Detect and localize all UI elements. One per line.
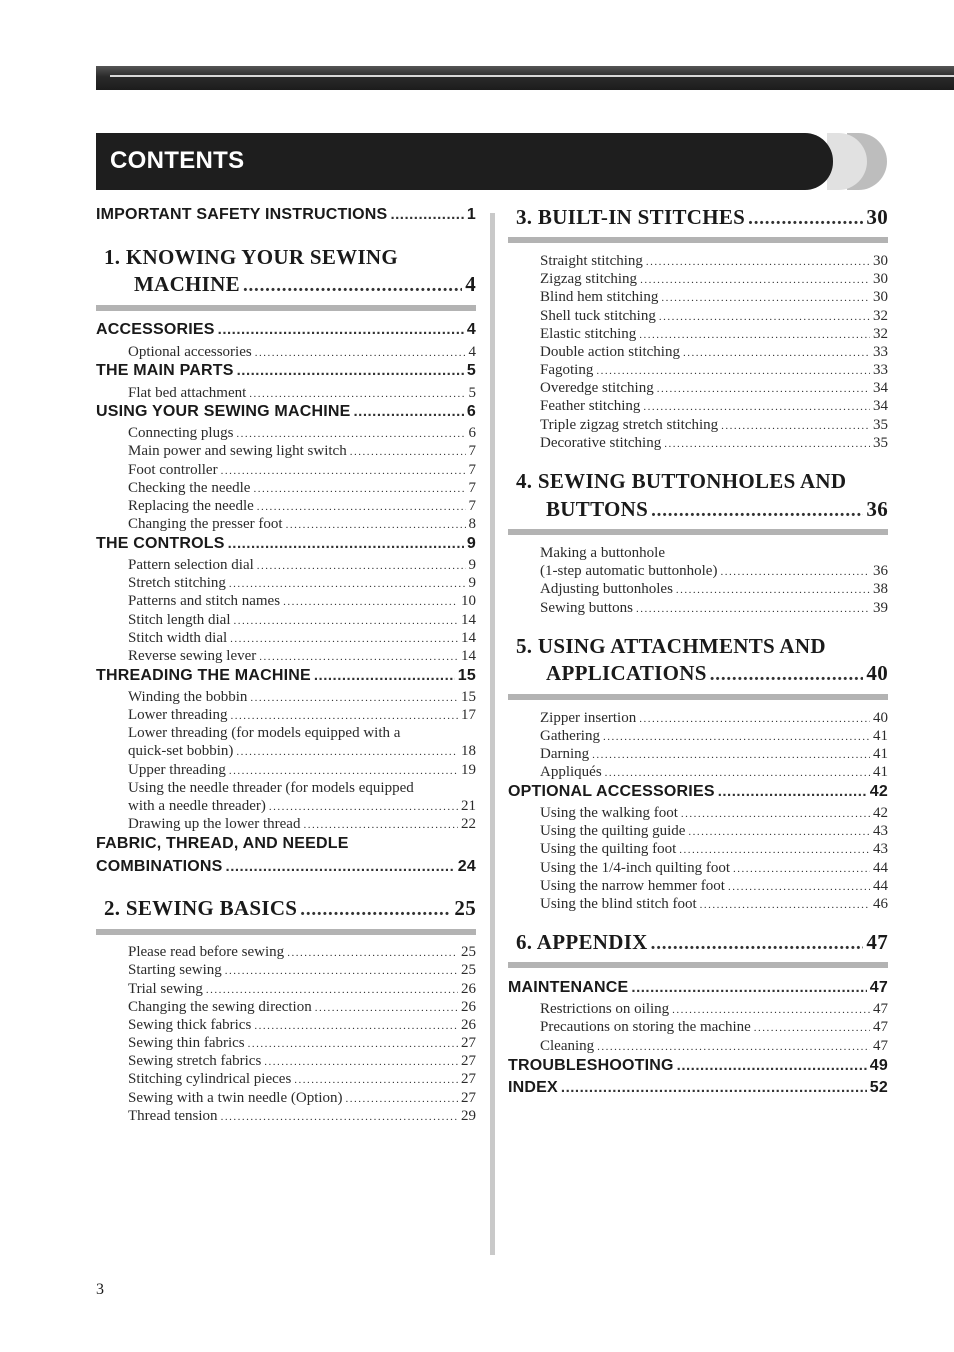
toc-entry-replacing-needle[interactable]: Replacing the needle ..... 7 — [128, 498, 476, 515]
toc-entry-feather[interactable]: Feather stitching ..... 34 — [540, 398, 888, 415]
toc-entry-lower-quickset[interactable]: quick-set bobbin) ..... 18 — [128, 743, 476, 760]
chapter-1-rule — [96, 305, 476, 311]
toc-entry-patterns-names[interactable]: Patterns and stitch names ..... 10 — [128, 593, 476, 610]
page-title: CONTENTS — [110, 147, 245, 174]
toc-entry-walking-foot[interactable]: Using the walking foot ..... 42 — [540, 805, 888, 822]
toc-entry-narrow-hemmer[interactable]: Using the narrow hemmer foot ..... 44 — [540, 878, 888, 895]
toc-entry-quilting-foot[interactable]: Using the quilting foot ..... 43 — [540, 841, 888, 858]
toc-entry-cylindrical[interactable]: Stitching cylindrical pieces ..... 27 — [128, 1071, 476, 1088]
toc-entry-flat-bed[interactable]: Flat bed attachment ..... 5 — [128, 385, 476, 402]
toc-entry-width-dial[interactable]: Stitch width dial ..... 14 — [128, 630, 476, 647]
contents-banner — [96, 133, 833, 190]
toc-entry-main-power[interactable]: Main power and sewing light switch ..... 7 — [128, 443, 476, 460]
toc-entry-optional-accessories[interactable]: Optional accessories ..... 4 — [128, 344, 476, 361]
chapter-2[interactable]: 2. SEWING BASICS ..... 25 — [104, 896, 476, 921]
toc-entry-making-buttonhole[interactable]: (1-step automatic buttonhole) ..... 36 — [540, 563, 888, 580]
toc-entry-gathering[interactable]: Gathering ..... 41 — [540, 728, 888, 745]
toc-entry-using-machine[interactable]: USING YOUR SEWING MACHINE ..... 6 — [96, 403, 476, 421]
toc-entry-trial-sewing[interactable]: Trial sewing ..... 26 — [128, 981, 476, 998]
toc-entry-making-buttonhole-line1[interactable]: Making a buttonhole — [540, 545, 665, 561]
toc-entry-thick-fabrics[interactable]: Sewing thick fabrics ..... 26 — [128, 1017, 476, 1034]
toc-entry-overedge[interactable]: Overedge stitching ..... 34 — [540, 380, 888, 397]
toc-entry-zipper[interactable]: Zipper insertion ..... 40 — [540, 710, 888, 727]
chapter-2-rule — [96, 929, 476, 935]
toc-entry-zigzag[interactable]: Zigzag stitching ..... 30 — [540, 271, 888, 288]
toc-entry-lower-quickset-line1[interactable]: Lower threading (for models equipped with a — [128, 725, 401, 741]
toc-entry-optional-accessories-section[interactable]: OPTIONAL ACCESSORIES ..... 42 — [508, 783, 888, 801]
chapter-6[interactable]: 6. APPENDIX ..... 47 — [516, 930, 888, 955]
toc-entry-adjusting-buttonholes[interactable]: Adjusting buttonholes ..... 38 — [540, 581, 888, 598]
toc-entry-double-action[interactable]: Double action stitching ..... 33 — [540, 344, 888, 361]
chapter-4[interactable]: BUTTONS ..... 36 — [546, 497, 888, 522]
column-divider — [490, 213, 495, 1255]
toc-entry-safety[interactable]: IMPORTANT SAFETY INSTRUCTIONS ..... 1 — [96, 206, 476, 224]
chapter-5-line1[interactable]: 5. USING ATTACHMENTS AND — [516, 634, 826, 658]
toc-entry-thread-tension[interactable]: Thread tension ..... 29 — [128, 1108, 476, 1125]
toc-entry-foot-controller[interactable]: Foot controller ..... 7 — [128, 462, 476, 479]
toc-entry-pattern-dial[interactable]: Pattern selection dial ..... 9 — [128, 557, 476, 574]
toc-entry-index[interactable]: INDEX ..... 52 — [508, 1079, 888, 1097]
toc-entry-thin-fabrics[interactable]: Sewing thin fabrics ..... 27 — [128, 1035, 476, 1052]
toc-entry-restrictions-oiling[interactable]: Restrictions on oiling ..... 47 — [540, 1001, 888, 1018]
toc-entry-appliques[interactable]: Appliqués ..... 41 — [540, 764, 888, 781]
toc-entry-straight[interactable]: Straight stitching ..... 30 — [540, 253, 888, 270]
toc-entry-blind-hem[interactable]: Blind hem stitching ..... 30 — [540, 289, 888, 306]
toc-entry-lower-threading[interactable]: Lower threading ..... 17 — [128, 707, 476, 724]
toc-entry-fagoting[interactable]: Fagoting ..... 33 — [540, 362, 888, 379]
chapter-5[interactable]: APPLICATIONS ..... 40 — [546, 661, 888, 686]
header-bar — [96, 66, 954, 90]
chapter-3-rule — [508, 237, 888, 243]
toc-entry-fabric-combos-line1[interactable]: FABRIC, THREAD, AND NEEDLE — [96, 835, 349, 852]
toc-entry-upper-threading[interactable]: Upper threading ..... 19 — [128, 762, 476, 779]
toc-entry-quilting-guide[interactable]: Using the quilting guide ..... 43 — [540, 823, 888, 840]
toc-entry-changing-foot[interactable]: Changing the presser foot ..... 8 — [128, 516, 476, 533]
chapter-3[interactable]: 3. BUILT-IN STITCHES ..... 30 — [516, 205, 888, 230]
toc-entry-triple-zigzag[interactable]: Triple zigzag stretch stitching ..... 35 — [540, 417, 888, 434]
toc-entry-accessories[interactable]: ACCESSORIES ..... 4 — [96, 321, 476, 339]
toc-entry-needle-threader[interactable]: with a needle threader) ..... 21 — [128, 798, 476, 815]
page-number: 3 — [96, 1281, 104, 1298]
toc-entry-blind-stitch-foot[interactable]: Using the blind stitch foot ..... 46 — [540, 896, 888, 913]
chapter-1[interactable]: MACHINE ..... 4 — [134, 272, 476, 297]
toc-entry-length-dial[interactable]: Stitch length dial ..... 14 — [128, 612, 476, 629]
toc-entry-needle-threader-line1[interactable]: Using the needle threader (for models equipped — [128, 780, 414, 796]
toc-entry-checking-needle[interactable]: Checking the needle ..... 7 — [128, 480, 476, 497]
toc-entry-decorative[interactable]: Decorative stitching ..... 35 — [540, 435, 888, 452]
toc-entry-stretch-fabrics[interactable]: Sewing stretch fabrics ..... 27 — [128, 1053, 476, 1070]
chapter-5-rule — [508, 694, 888, 700]
toc-entry-changing-direction[interactable]: Changing the sewing direction ..... 26 — [128, 999, 476, 1016]
toc-entry-darning[interactable]: Darning ..... 41 — [540, 746, 888, 763]
toc-entry-controls[interactable]: THE CONTROLS ..... 9 — [96, 535, 476, 553]
chapter-4-line1[interactable]: 4. SEWING BUTTONHOLES AND — [516, 469, 847, 493]
toc-entry-twin-needle[interactable]: Sewing with a twin needle (Option) ..... 27 — [128, 1090, 476, 1107]
toc-entry-winding-bobbin[interactable]: Winding the bobbin ..... 15 — [128, 689, 476, 706]
toc-entry-maintenance[interactable]: MAINTENANCE ..... 47 — [508, 979, 888, 997]
toc-entry-starting-sewing[interactable]: Starting sewing ..... 25 — [128, 962, 476, 979]
toc-entry-reverse-lever[interactable]: Reverse sewing lever ..... 14 — [128, 648, 476, 665]
toc-entry-please-read[interactable]: Please read before sewing ..... 25 — [128, 944, 476, 961]
chapter-4-rule — [508, 529, 888, 535]
chapter-6-rule — [508, 962, 888, 968]
toc-entry-connecting-plugs[interactable]: Connecting plugs ..... 6 — [128, 425, 476, 442]
toc-entry-cleaning[interactable]: Cleaning ..... 47 — [540, 1038, 888, 1055]
toc-entry-drawing-lower[interactable]: Drawing up the lower thread ..... 22 — [128, 816, 476, 833]
toc-entry-elastic[interactable]: Elastic stitching ..... 32 — [540, 326, 888, 343]
chapter-1-line1[interactable]: 1. KNOWING YOUR SEWING — [104, 245, 399, 269]
toc-entry-troubleshooting[interactable]: TROUBLESHOOTING ..... 49 — [508, 1057, 888, 1075]
toc-entry-quarter-inch[interactable]: Using the 1/4-inch quilting foot ..... 44 — [540, 860, 888, 877]
toc-entry-threading[interactable]: THREADING THE MACHINE ..... 15 — [96, 667, 476, 685]
toc-entry-shell-tuck[interactable]: Shell tuck stitching ..... 32 — [540, 308, 888, 325]
toc-entry-stretch-stitching[interactable]: Stretch stitching ..... 9 — [128, 575, 476, 592]
toc-entry-precautions-storing[interactable]: Precautions on storing the machine ..... 47 — [540, 1019, 888, 1036]
toc-entry-main-parts[interactable]: THE MAIN PARTS ..... 5 — [96, 362, 476, 380]
toc-entry-sewing-buttons[interactable]: Sewing buttons ..... 39 — [540, 600, 888, 617]
toc-entry-fabric-combos[interactable]: COMBINATIONS ..... 24 — [96, 858, 476, 876]
